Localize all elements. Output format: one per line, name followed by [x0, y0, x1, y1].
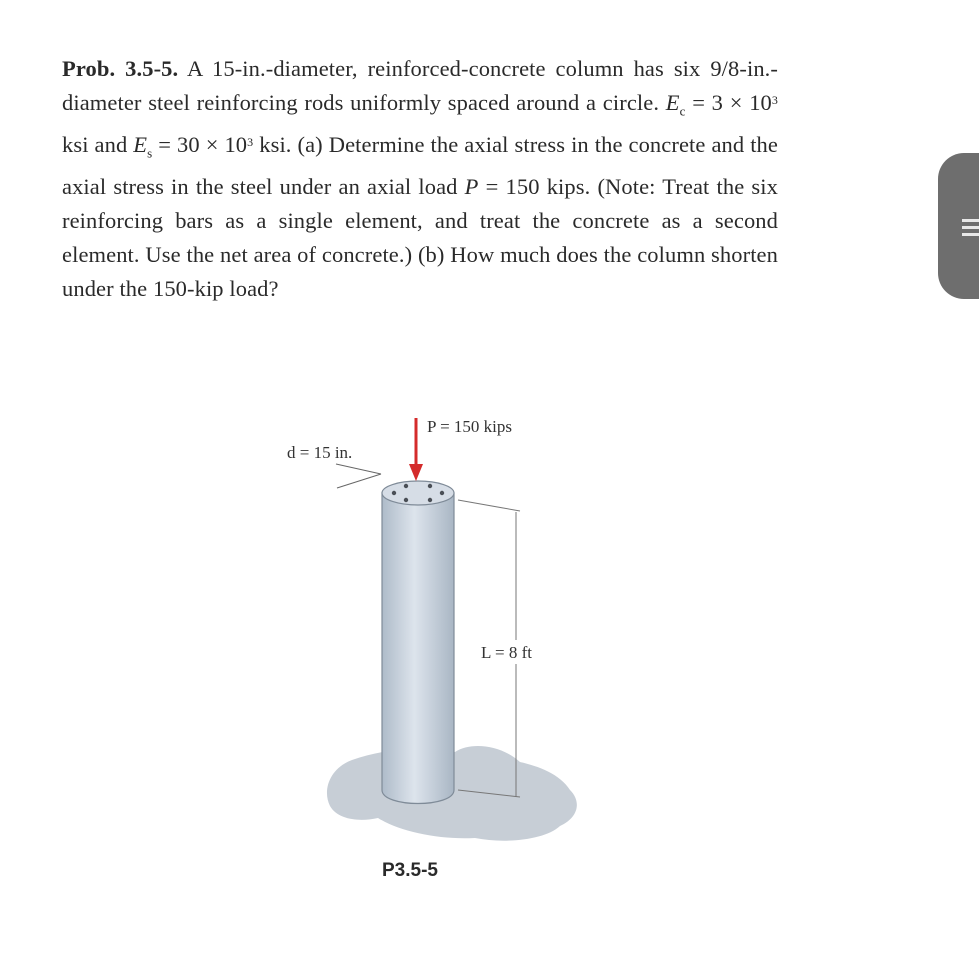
rod-dot — [440, 491, 444, 495]
es-subscript: s — [147, 145, 153, 161]
es-symbol: E — [133, 132, 148, 158]
problem-text-part-3: ksi. (a) Determine the axial stress in the concrete and the axial stress in the steel under an axial load — [62, 132, 778, 200]
column-body — [382, 493, 454, 804]
rod-dot — [404, 484, 408, 488]
rod-dot — [392, 491, 396, 495]
ec-value: = 3 × 10 — [685, 89, 772, 115]
rod-dot — [428, 498, 432, 502]
diameter-leader — [336, 464, 381, 474]
rod-dot — [428, 484, 432, 488]
p-symbol: P — [464, 174, 479, 200]
length-label: L = 8 ft — [481, 643, 532, 662]
diameter-dim-line — [337, 474, 381, 488]
problem-text-part-4: = 150 kips. (Note: Treat the six reinforcing bars as a single element, and treat the concrete as a second element. Use the net area of concrete.) (b) How much does the column shorten under the 150-kip load? — [62, 174, 778, 301]
es-value: = 30 × 10 — [152, 132, 248, 158]
load-arrow-head — [409, 464, 423, 481]
diameter-label: d = 15 in. — [287, 443, 353, 462]
problem-text-part-1: A 15-in.-diameter, reinforced-concrete column has six 9/8-in.-diameter steel reinforcing rods uniformly spaced around a circle. — [62, 56, 778, 115]
ec-symbol: E — [665, 89, 680, 115]
problem-number: Prob. 3.5-5. — [62, 56, 179, 81]
rod-dot — [404, 498, 408, 502]
length-ext-top — [458, 500, 520, 511]
ec-subscript: c — [679, 103, 686, 119]
load-label: P = 150 kips — [427, 417, 512, 436]
problem-text-part-2: ksi and — [62, 132, 134, 158]
ec-exponent: 3 — [771, 92, 778, 107]
es-exponent: 3 — [247, 135, 254, 150]
figure-caption: P3.5-5 — [382, 860, 438, 881]
